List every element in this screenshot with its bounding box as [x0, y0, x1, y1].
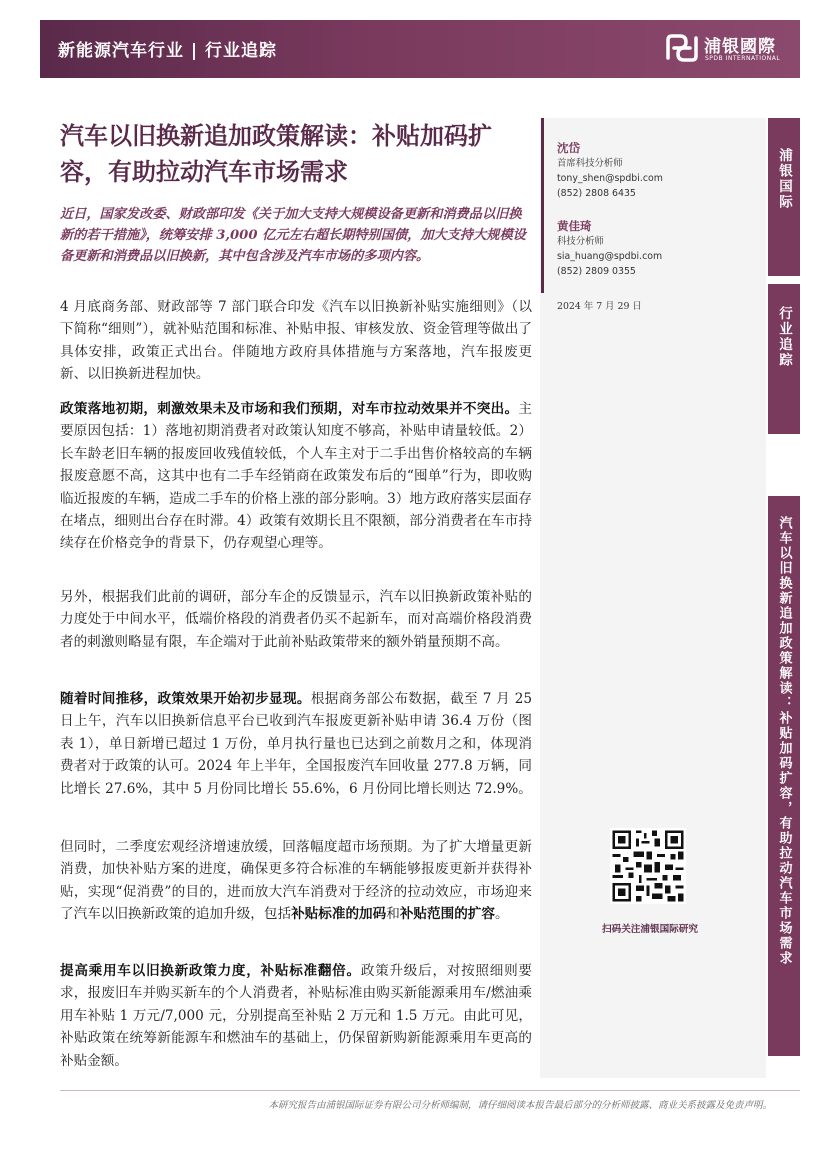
analyst-name: 黄佳琦: [557, 219, 592, 233]
report-summary: 近日，国家发改委、财政部印发《关于加大支持大规模设备更新和消费品以旧换新的若干措施》，统筹安排 3,000 亿元左右超长期特别国债，加大支持大规模设备更新和消费品以旧换新，其中包含涉及汽车市场的多项内容。: [60, 207, 526, 264]
analyst-title: 科技分析师: [557, 236, 604, 247]
paragraph-text: 和: [386, 906, 400, 923]
analyst-email[interactable]: tony_shen@spdbi.com: [557, 173, 663, 184]
paragraph-3: [60, 586, 532, 653]
paragraph-text: 。: [495, 906, 509, 923]
logo-icon: [664, 32, 700, 64]
analyst-accent-bar: [541, 118, 544, 293]
analyst-2: [557, 218, 662, 279]
paragraph-emphasis: 补贴范围的扩容: [399, 906, 495, 923]
analyst-1: [557, 140, 663, 201]
paragraph-text: 但同时，二季度宏观经济增速放缓，回落幅度超市场预期。为了扩大增量更新消费，加快补贴方案的进度，确保更多符合标准的车辆能够报废更新并获得补贴，实现“促消费”的目的，进而放大汽车消费对于经济的拉动效应，市场迎来了汽车以旧换新政策的追加升级，包括: [60, 839, 532, 923]
paragraph-text: 根据商务部公布数据，截至 7 月 25 日上午，汽车以旧换新信息平台已收到汽车报废更新补贴申请 36.4 万份（图表 1），单日新增已超过 1 万份，单月执行量也已达到之前数月之和，体现消费者对于政策的认可。2024 年上半年，全国报废汽车回收量 277.8 万辆，同比增长 27.6%，其中 5 月份同比增长 55.6%，6 月份同比增长则达 72.9%。: [60, 691, 532, 797]
paragraph-text: 政策升级后，对按照细则要求，报废旧车并购买新车的个人消费者，补贴标准由购买新能源乘用车/燃油乘用车补贴 1 万元/7,000 元，分别提高至补贴 2 万元和 1.5 万元。由此可见，补贴政策在统筹新能源车和燃油车的基础上，仍保留新购新能源乘用车更高的补贴金额。: [60, 963, 532, 1069]
paragraph-lead: 政策落地初期，刺激效果未及市场和我们预期，对车市拉动效果并不突出。: [60, 401, 519, 417]
report-title: 汽车以旧换新追加政策解读：补贴加码扩容，有助拉动汽车市场需求: [60, 122, 492, 186]
tab-report-title: 汽车以旧换新追加政策解读：补贴加码扩容，有助拉动汽车市场需求: [768, 496, 800, 1056]
paragraph-4: [60, 688, 532, 800]
tab-report-type: 行业追踪: [768, 284, 800, 434]
paragraph-2: [60, 398, 532, 555]
report-date: 2024 年 7 月 29 日: [557, 301, 642, 312]
analyst-phone: (852) 2808 6435: [557, 188, 636, 199]
paragraph-text: 另外，根据我们此前的调研，部分车企的反馈显示，汽车以旧换新政策补贴的力度处于中间水平，低端价格段的消费者仍买不起新车，而对高端价格段消费者的刺激则略显有限，车企端对于此前补贴政策带来的额外销量预期不高。: [60, 589, 532, 650]
qr-code-icon[interactable]: [610, 828, 686, 904]
footer-disclaimer: 本研究报告由浦银国际证券有限公司分析师编制，请仔细阅读本报告最后部分的分析师披露、商业关系披露及免责声明。: [268, 1100, 772, 1111]
analyst-name: 沈岱: [557, 141, 580, 155]
paragraph-5: [60, 836, 532, 926]
paragraph-text: 主要原因包括：1）落地初期消费者对政策认知度不够高，补贴申请量较低。2）长车龄老旧车辆的报废回收残值较低，个人车主对于二手出售价格较高的车辆报废意愿不高，这其中也有二手车经销商在政策发布后的“囤单”行为，即收购临近报废的车辆，造成二手车的价格上涨的部分影响。3）地方政府落实层面存在堵点，细则出台存在时滞。4）政策有效期长且不限额，部分消费者在车市持续存在价格竞争的背景下，仍存观望心理等。: [60, 401, 532, 552]
qr-caption: 扫码关注浦银国际研究: [602, 924, 698, 935]
paragraph-1: [60, 296, 532, 386]
tab-company: 浦银国际: [768, 118, 800, 276]
company-logo: [664, 30, 794, 66]
paragraph-lead: 提高乘用车以旧换新政策力度，补贴标准翻倍。: [60, 963, 361, 979]
paragraph-text: 4 月底商务部、财政部等 7 部门联合印发《汽车以旧换新补贴实施细则》（以下简称“细则”），就补贴范围和标准、补贴申报、审核发放、资金管理等做出了具体安排，政策正式出台。伴随地方政府具体措施与方案落地，汽车报废更新、以旧换新进程加快。: [60, 299, 532, 383]
header-title: 新能源汽车行业 | 行业追踪: [58, 41, 278, 61]
logo-en: SPDB INTERNATIONAL: [705, 55, 781, 62]
logo-name: 浦银國際: [704, 37, 776, 57]
analyst-email[interactable]: sia_huang@spdbi.com: [557, 251, 663, 262]
footer-divider: [60, 1090, 800, 1091]
analyst-title: 首席科技分析师: [557, 158, 623, 169]
analyst-phone: (852) 2809 0355: [557, 266, 636, 277]
paragraph-6: [60, 960, 532, 1072]
paragraph-lead: 随着时间推移，政策效果开始初步显现。: [60, 691, 311, 707]
paragraph-emphasis: 补贴标准的加码: [291, 906, 387, 923]
